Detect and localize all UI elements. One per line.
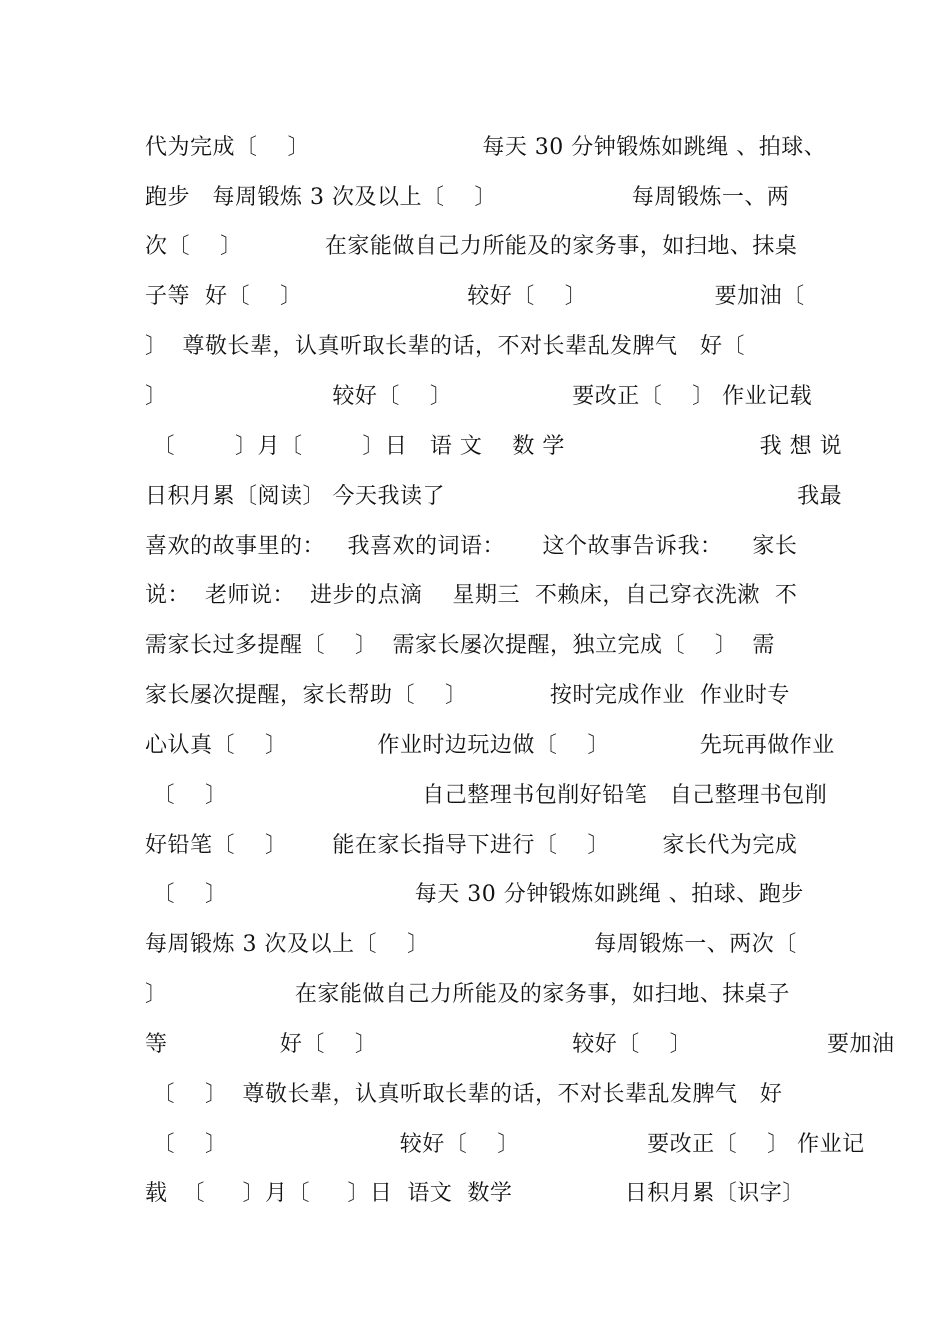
text-line: 〔 〕 尊敬长辈，认真听取长辈的话，不对长辈乱发脾气 好	[145, 1082, 783, 1107]
text-line: 心认真〔 〕 作业时边玩边做〔 〕 先玩再做作业	[145, 733, 835, 758]
text-line: 每周锻炼 3 次及以上〔 〕 每周锻炼一、两次〔	[145, 932, 797, 957]
text-line: 〔 〕月〔 〕日 语 文 数 学 我 想 说	[145, 434, 843, 459]
text-line: 〕 尊敬长辈，认真听取长辈的话，不对长辈乱发脾气 好〔	[145, 334, 745, 359]
text-line: 〔 〕 较好〔 〕 要改正〔 〕 作业记	[145, 1132, 865, 1157]
text-line: 好铅笔〔 〕 能在家长指导下进行〔 〕 家长代为完成	[145, 833, 798, 858]
text-line: 日积月累〔阅读〕 今天我读了 我最	[145, 484, 843, 509]
text-line: 〔 〕 每天 30 分钟锻炼如跳绳 、拍球、跑步	[145, 882, 804, 907]
text-line: 代为完成〔 〕 每天 30 分钟锻炼如跳绳 、拍球、	[145, 135, 827, 160]
text-line: 〕 在家能做自己力所能及的家务事，如扫地、抹桌子	[145, 982, 790, 1007]
text-line: 家长屡次提醒，家长帮助〔 〕 按时完成作业 作业时专	[145, 683, 790, 708]
text-line: 需家长过多提醒〔 〕 需家长屡次提醒，独立完成〔 〕 需	[145, 633, 775, 658]
text-line: 说： 老师说： 进步的点滴 星期三 不赖床，自己穿衣洗漱 不	[145, 583, 798, 608]
text-line: 等 好〔 〕 较好〔 〕 要加油	[145, 1032, 895, 1057]
text-line: 次〔 〕 在家能做自己力所能及的家务事，如扫地、抹桌	[145, 234, 798, 259]
text-line: 跑步 每周锻炼 3 次及以上〔 〕 每周锻炼一、两	[145, 185, 790, 210]
text-line: 〔 〕 自己整理书包削好铅笔 自己整理书包削	[145, 783, 828, 808]
text-line: 载 〔 〕月〔 〕日 语文 数学 日积月累〔识字〕	[145, 1181, 805, 1206]
text-line: 〕 较好〔 〕 要改正〔 〕 作业记载	[145, 384, 813, 409]
text-line: 子等 好〔 〕 较好〔 〕 要加油〔	[145, 284, 805, 309]
text-line: 喜欢的故事里的： 我喜欢的词语： 这个故事告诉我： 家长	[145, 534, 798, 559]
